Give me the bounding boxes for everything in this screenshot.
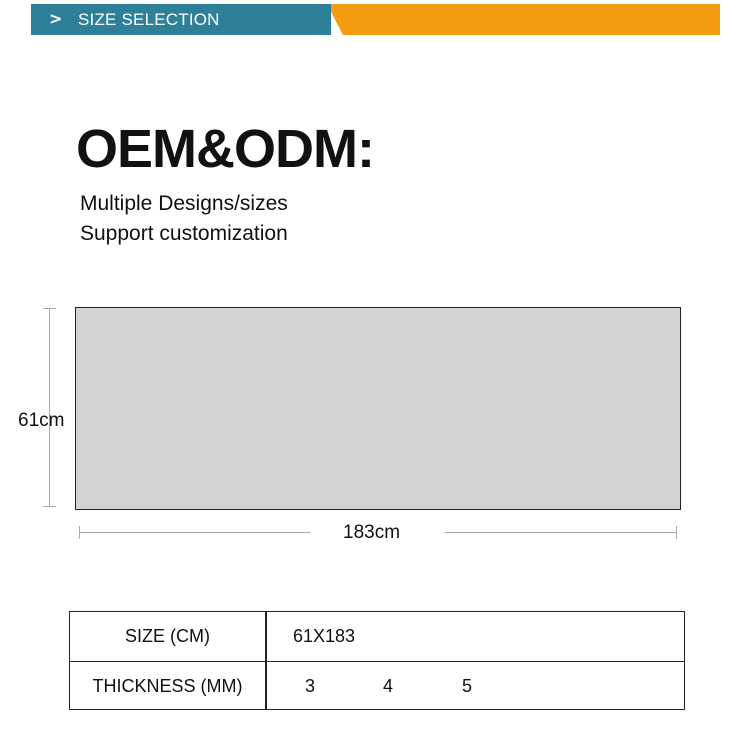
banner-title: SIZE SELECTION <box>78 10 220 29</box>
mat-rectangle <box>75 307 681 510</box>
spec-table <box>69 611 685 710</box>
size-value: 61X183 <box>293 626 356 646</box>
page-title: OEM&ODM: <box>76 119 374 179</box>
height-label: 61cm <box>18 410 65 431</box>
width-dimension-line-left <box>79 532 310 533</box>
chevron-right-icon: > <box>49 9 63 28</box>
thickness-value-3: 5 <box>462 676 473 696</box>
banner-orange-bar <box>327 4 720 35</box>
table-row-thickness <box>70 662 684 711</box>
table-row-size <box>70 612 684 662</box>
banner-blue-tip <box>315 4 331 35</box>
thickness-value-1: 3 <box>305 676 316 696</box>
thickness-value-2: 4 <box>383 676 394 696</box>
section-banner <box>31 4 720 35</box>
thickness-key: THICKNESS (MM) <box>92 676 243 696</box>
size-key: SIZE (CM) <box>125 626 210 646</box>
width-label: 183cm <box>343 522 401 543</box>
height-dimension-cap-top <box>43 308 56 309</box>
subtitle-line-1: Multiple Designs/sizes <box>80 192 288 215</box>
subtitle-line-2: Support customization <box>80 222 288 245</box>
width-dimension-cap-right <box>676 526 677 539</box>
width-dimension-cap-left <box>79 526 80 539</box>
height-dimension-line <box>49 308 50 506</box>
height-dimension-cap-bottom <box>43 506 56 507</box>
width-dimension-line-right <box>445 532 677 533</box>
